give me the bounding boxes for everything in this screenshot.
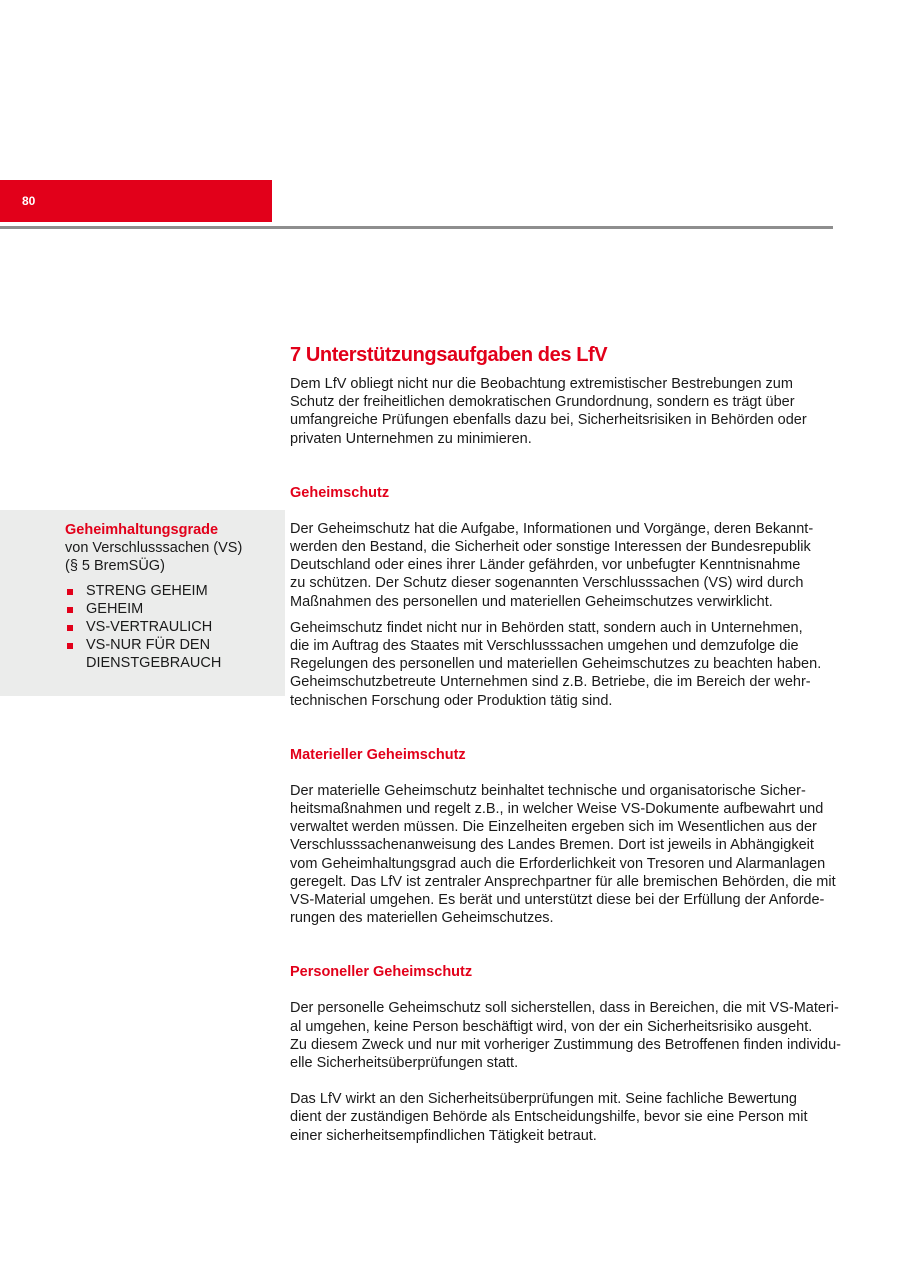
page-number-tab (0, 180, 272, 222)
main-content (290, 342, 842, 1145)
section-heading-personeller: Personeller Geheimschutz (290, 964, 473, 981)
list-item-label: VS-NUR FÜR DEN DIENSTGEBRAUCH (86, 637, 222, 672)
sidebar-subtitle-line2: (§ 5 BremSÜG) (65, 558, 165, 575)
classification-list (65, 582, 280, 673)
geheimschutz-paragraph-2: Geheimschutz findet nicht nur in Behörden statt, sondern auch in Unternehmen, die im Auftrag des Staates mit Verschlusssachen umgehen und demzufolge die Regelungen des personellen und materiellen Geheimschutzes zu beachten haben. Geheimschutzbetreute Unternehmen sind z.B. Betriebe, die im Bereich der wehr- technischen Forschung oder Produktion tätig sind. (290, 619, 822, 709)
header-rule (0, 226, 833, 229)
list-item-label: STRENG GEHEIM (86, 582, 208, 599)
intro-paragraph: Dem LfV obliegt nicht nur die Beobachtung extremistischer Bestrebungen zum Schutz der freiheitlichen demokratischen Grundordnung, sondern es trägt über umfangreiche Prüfungen ebenfalls dazu bei, Sicherheitsrisiken in Behörden oder privaten Unternehmen zu minimieren. (290, 376, 807, 447)
geheimschutz-paragraph-1: Der Geheimschutz hat die Aufgabe, Informationen und Vorgänge, deren Bekannt- werden den Bestand, die Sicherheit oder sonstige Interessen der Bundesrepublik Deutschland oder eines ihrer Länder gefährden, vor unbefugter Kenntnisnahme zu schützen. Der Schutz dieser sogenannten Verschlusssachen (VS) wird durch Maßnahmen des personellen und materiellen Geheimschutzes verwirklicht. (290, 520, 814, 610)
list-item (65, 582, 280, 600)
square-bullet-icon (67, 589, 73, 595)
square-bullet-icon (67, 607, 73, 613)
sidebar-subtitle-line1: von Verschlusssachen (VS) (65, 540, 243, 557)
list-item (65, 636, 280, 672)
page-number: 80 (22, 194, 36, 208)
square-bullet-icon (67, 625, 73, 631)
sidebar-title: Geheimhaltungsgrade (65, 522, 219, 538)
classification-levels-box (0, 510, 285, 696)
personeller-paragraph-1: Der personelle Geheimschutz soll sicherstellen, dass in Bereichen, die mit VS-Materi- al umgehen, keine Person beschäftigt wird, von der ein Sicherheitsrisiko ausgeht. Zu diesem Zweck und nur mit vorheriger Zustimmung des Betroffenen finden individu- elle Sicherheitsüberprüfungen statt. (290, 1000, 841, 1072)
list-item-label: GEHEIM (86, 600, 144, 617)
list-item-label: VS-VERTRAULICH (86, 619, 213, 636)
list-item (65, 618, 280, 636)
materieller-paragraph-1: Der materielle Geheimschutz beinhaltet technische und organisatorische Sicher- heitsmaßnahmen und regelt z.B., in welcher Weise VS-Dokumente aufbewahrt und verwaltet werden müssen. Die Einzelheiten ergeben sich im Wesentlichen aus der Verschlusssachenanweisung des Landes Bremen. Dort ist jeweils in Abhängigkeit vom Geheimhaltungsgrad auch die Erforderlichkeit von Tresoren und Alarmanlagen geregelt. Das LfV ist zentraler Ansprechpartner für alle bremischen Behörden, die mit VS-Material umgehen. Es berät und unterstützt diese bei der Erfüllung der Anforde- rungen des materiellen Geheimschutzes. (290, 782, 836, 927)
list-item (65, 600, 280, 618)
personeller-paragraph-2: Das LfV wirkt an den Sicherheitsüberprüfungen mit. Seine fachliche Bewertung dient der zuständigen Behörde als Entscheidungshilfe, bevor sie eine Person mit einer sicherheitsempfindlichen Tätigkeit betraut. (290, 1091, 808, 1144)
chapter-title: 7 Unterstützungsaufgaben des LfV (290, 344, 608, 366)
sidebar-content (65, 521, 280, 673)
section-heading-geheimschutz: Geheimschutz (290, 484, 390, 501)
square-bullet-icon (67, 643, 73, 649)
section-heading-materieller: Materieller Geheimschutz (290, 746, 466, 763)
